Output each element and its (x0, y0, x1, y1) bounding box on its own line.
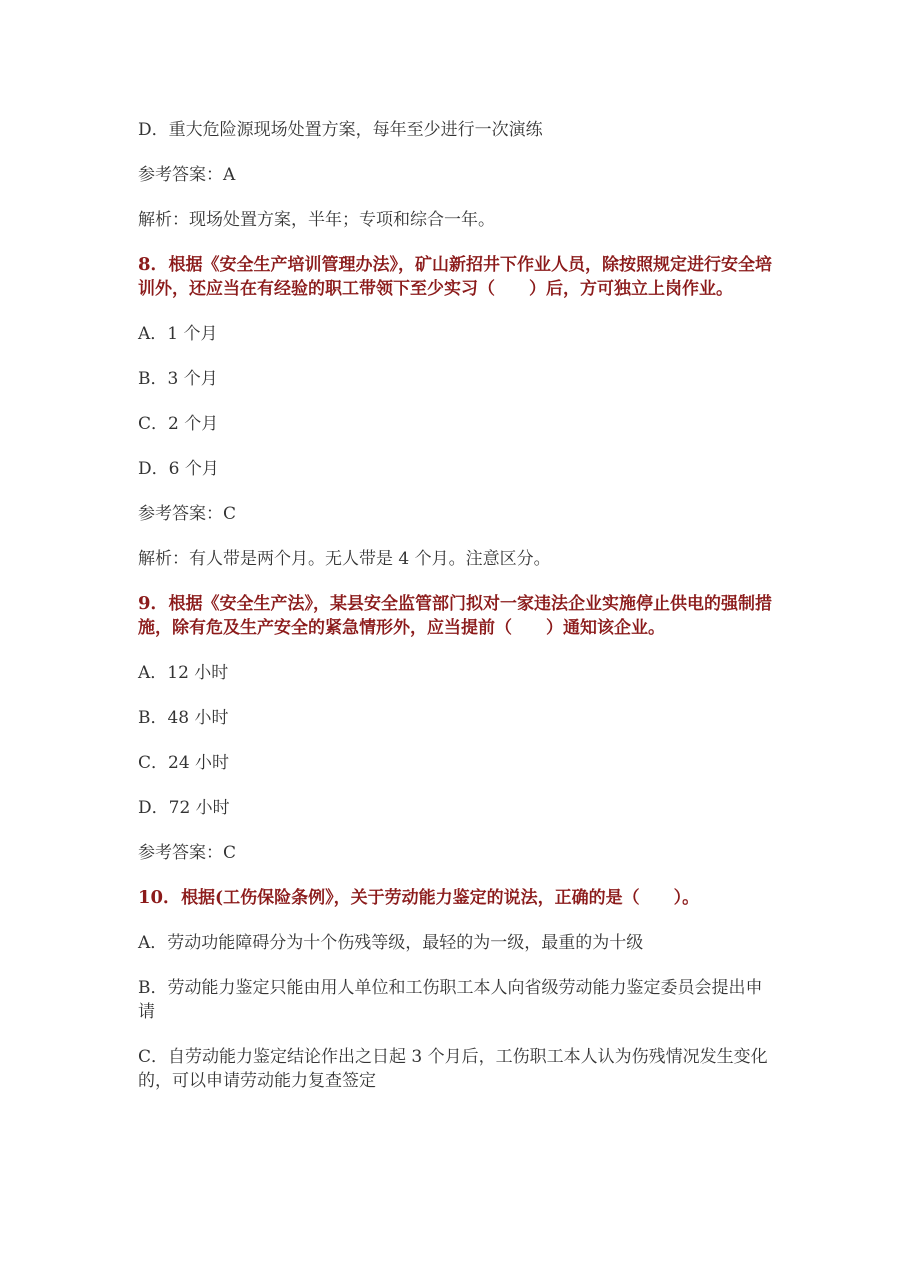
q8-option-c: C．2 个月 (138, 414, 219, 434)
q9-option-d: D．72 小时 (138, 798, 230, 818)
q8-option-a: A．1 个月 (138, 324, 218, 344)
document-page (138, 118, 774, 1114)
q9-option-b: B．48 小时 (138, 708, 229, 728)
q8-question (138, 253, 774, 301)
q7-option-d: D．重大危险源现场处置方案，每年至少进行一次演练 (138, 120, 543, 140)
q8-analysis: 解析：有人带是两个月。无人带是 4 个月。注意区分。 (138, 549, 551, 569)
q8-number: 8． (138, 254, 169, 275)
q10-option-b: B．劳动能力鉴定只能由用人单位和工伤职工本人向省级劳动能力鉴定委员会提出申请 (138, 978, 763, 1022)
q9-number: 9． (138, 593, 169, 614)
q7-analysis: 解析：现场处置方案，半年；专项和综合一年。 (138, 210, 495, 230)
q9-question (138, 592, 774, 640)
q9-answer: 参考答案：C (138, 843, 237, 863)
q10-text: 根据(工伤保险条例》，关于劳动能力鉴定的说法，正确的是（ ）。 (181, 888, 700, 908)
q10-number: 10． (138, 887, 182, 908)
q10-option-c: C．自劳动能力鉴定结论作出之日起 3 个月后，工伤职工本人认为伤残情况发生变化的，可以申请劳动能力复查签定 (138, 1047, 768, 1091)
q8-option-b: B．3 个月 (138, 369, 218, 389)
q10-question (138, 886, 774, 910)
q7-answer: 参考答案：A (138, 165, 236, 185)
q10-option-a: A．劳动功能障碍分为十个伤残等级，最轻的为一级，最重的为十级 (138, 933, 644, 953)
q8-option-d: D．6 个月 (138, 459, 219, 479)
q8-answer: 参考答案：C (138, 504, 237, 524)
q9-text: 根据《安全生产法》，某县安全监管部门拟对一家违法企业实施停止供电的强制措施，除有危及生产安全的紧急情形外，应当提前（ ）通知该企业。 (138, 594, 773, 638)
q9-option-c: C．24 小时 (138, 753, 230, 773)
q8-text: 根据《安全生产培训管理办法》，矿山新招井下作业人员，除按照规定进行安全培训外，还应当在有经验的职工带领下至少实习（ ）后，方可独立上岗作业。 (138, 255, 773, 299)
q9-option-a: A．12 小时 (138, 663, 229, 683)
